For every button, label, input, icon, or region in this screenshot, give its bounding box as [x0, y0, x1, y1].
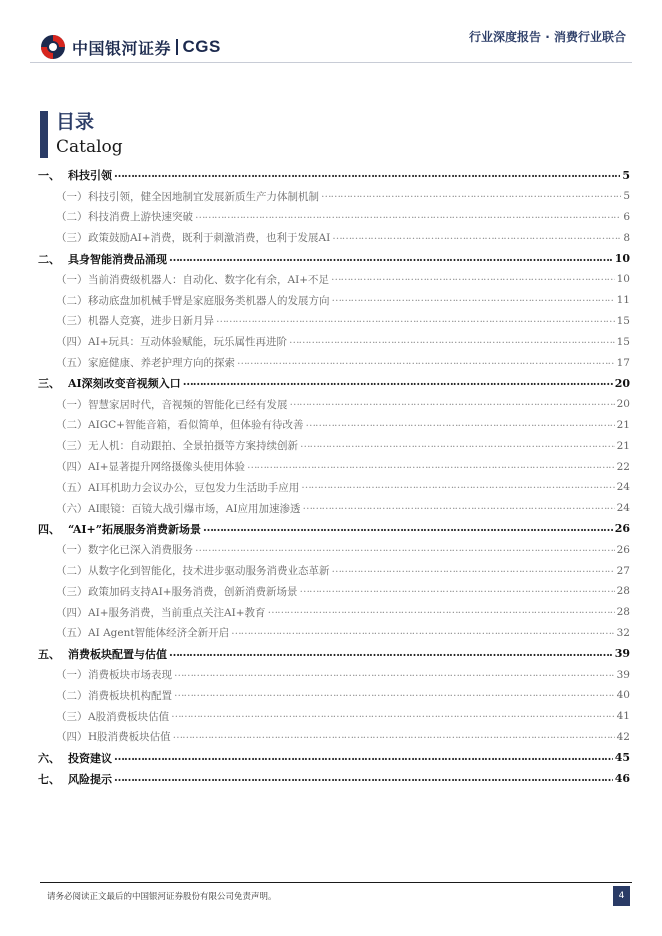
toc-section-entry[interactable] [38, 415, 630, 436]
toc-leader-dots [289, 336, 615, 348]
toc-section-entry[interactable] [38, 602, 630, 623]
toc-entry-number: 五、 [38, 647, 60, 661]
toc-section-entry[interactable] [38, 186, 630, 207]
toc-entry-number: （一） [56, 398, 88, 411]
header-separator: · [541, 30, 554, 44]
toc-entry-page: 8 [623, 231, 630, 244]
toc-entry-page: 21 [616, 439, 630, 452]
footer-disclaimer: 请务必阅读正文最后的中国银河证券股份有限公司免责声明。 [47, 892, 277, 902]
toc-entry-title: AI耳机助力会议办公，豆包发力生活助手应用 [88, 481, 300, 494]
toc-entry-page: 46 [614, 772, 630, 785]
toc-entry-page: 6 [623, 210, 630, 223]
toc-leader-dots [114, 773, 613, 785]
toc-chapter-entry[interactable] [38, 768, 630, 789]
toc-entry-number: （六） [56, 502, 88, 515]
toc-entry-title: 从数字化到智能化，技术进步驱动服务消费业态革新 [88, 565, 330, 578]
toc-entry-title: “AI+”拓展服务消费新场景 [68, 522, 202, 536]
toc-leader-dots [332, 232, 621, 244]
toc-leader-dots [216, 315, 615, 327]
toc-entry-title: 无人机：自动跟拍、全景拍摄等方案持续创新 [88, 440, 298, 453]
toc-entry-page: 22 [616, 460, 630, 473]
toc-entry-number: 六、 [38, 751, 60, 765]
toc-entry-number: （三） [56, 232, 88, 245]
toc-entry-page: 20 [616, 398, 630, 411]
toc-entry-page: 5 [622, 168, 630, 182]
toc-entry-title: 机器人竞赛，进步日新月异 [88, 315, 214, 328]
toc-leader-dots [169, 648, 613, 660]
toc-entry-number: （三） [56, 710, 88, 723]
toc-entry-number: （五） [56, 627, 88, 640]
toc-entry-title: AI+玩具：互动体验赋能，玩乐属性再进阶 [88, 336, 288, 349]
toc-entry-page: 10 [616, 273, 630, 286]
toc-entry-page: 32 [616, 626, 630, 639]
toc-entry-page: 42 [616, 730, 630, 743]
toc-section-entry[interactable] [38, 311, 630, 332]
toc-leader-dots [300, 585, 615, 597]
toc-entry-number: 一、 [38, 169, 60, 183]
toc-entry-title: 消费板块市场表现 [88, 669, 172, 682]
toc-entry-page: 17 [616, 356, 630, 369]
toc-section-entry[interactable] [38, 207, 630, 228]
toc-entry-number: （二） [56, 211, 88, 224]
toc-section-entry[interactable] [38, 560, 630, 581]
toc-entry-title: 政策鼓励AI+消费，既利于刺激消费，也利于发展AI [88, 232, 331, 245]
toc-entry-number: （四） [56, 606, 88, 619]
toc-chapter-entry[interactable] [38, 643, 630, 664]
toc-entry-page: 40 [616, 689, 630, 702]
toc-entry-number: （一） [56, 669, 88, 682]
toc-leader-dots [331, 273, 615, 285]
toc-section-entry[interactable] [38, 227, 630, 248]
toc-entry-page: 41 [616, 710, 630, 723]
toc-section-entry[interactable] [38, 623, 630, 644]
toc-leader-dots [290, 398, 615, 410]
toc-entry-page: 28 [616, 606, 630, 619]
report-category [469, 28, 626, 45]
toc-leader-dots [247, 461, 615, 473]
toc-entry-page: 11 [616, 294, 630, 307]
toc-section-entry[interactable] [38, 435, 630, 456]
toc-entry-number: （三） [56, 585, 88, 598]
toc-section-entry[interactable] [38, 456, 630, 477]
toc-entry-page: 24 [616, 481, 630, 494]
toc-entry-page: 15 [616, 335, 630, 348]
toc-entry-number: （四） [56, 731, 88, 744]
toc-leader-dots [169, 253, 613, 265]
toc-leader-dots [174, 669, 615, 681]
footer-divider [40, 882, 632, 883]
toc-section-entry[interactable] [38, 498, 630, 519]
toc-entry-number: （二） [56, 294, 88, 307]
toc-entry-page: 10 [614, 252, 630, 266]
toc-entry-title: 风险提示 [68, 772, 112, 786]
toc-entry-title: H股消费板块估值 [88, 731, 171, 744]
toc-section-entry[interactable] [38, 581, 630, 602]
toc-entry-title: 投资建议 [68, 751, 112, 765]
toc-entry-title: AI+服务消费，当前重点关注AI+教育 [88, 606, 266, 619]
toc-leader-dots [237, 357, 615, 369]
toc-leader-dots [114, 752, 613, 764]
report-type: 行业深度报告 [469, 30, 542, 44]
toc-leader-dots [114, 169, 620, 181]
toc-leader-dots [305, 419, 614, 431]
toc-leader-dots [300, 440, 615, 452]
toc-entry-title: 具身智能消费品涌现 [68, 252, 167, 266]
toc-leader-dots [332, 294, 615, 306]
toc-section-entry[interactable] [38, 664, 630, 685]
toc-entry-title: AI+显著提升网络摄像头使用体验 [88, 461, 246, 474]
toc-section-entry[interactable] [38, 352, 630, 373]
toc-entry-number: （一） [56, 190, 88, 203]
toc-entry-page: 5 [623, 190, 630, 203]
page-number: 4 [613, 886, 630, 906]
toc-entry-number: （一） [56, 273, 88, 286]
toc-entry-page: 21 [616, 418, 630, 431]
toc-entry-number: （二） [56, 565, 88, 578]
galaxy-logo-icon [40, 34, 66, 60]
toc-entry-title: 消费板块配置与估值 [68, 647, 167, 661]
toc-entry-title: 家庭健康、养老护理方向的探索 [88, 357, 235, 370]
header-divider [30, 62, 632, 63]
toc-entry-number: （四） [56, 461, 88, 474]
toc-entry-title: 科技消费上游快速突破 [88, 211, 193, 224]
toc-entry-title: 政策加码支持AI+服务消费，创新消费新场景 [88, 585, 298, 598]
toc-section-entry[interactable] [38, 539, 630, 560]
toc-chapter-entry[interactable] [38, 248, 630, 269]
toc-entry-number: （五） [56, 481, 88, 494]
toc-leader-dots [195, 544, 615, 556]
toc-entry-title: AI深刻改变音视频入口 [68, 377, 181, 391]
toc-entry-title: 科技引领 [68, 169, 112, 183]
toc-leader-dots [183, 377, 613, 389]
toc-section-entry[interactable] [38, 477, 630, 498]
toc-leader-dots [171, 710, 615, 722]
toc-entry-page: 26 [616, 543, 630, 556]
toc-entry-number: （二） [56, 689, 88, 702]
toc-entry-title: 智慧家居时代，音视频的智能化已经有发展 [88, 398, 288, 411]
toc-entry-number: 三、 [38, 377, 60, 391]
toc-entry-page: 15 [616, 314, 630, 327]
toc-leader-dots [195, 211, 621, 223]
toc-chapter-entry[interactable] [38, 165, 630, 186]
toc-leader-dots [321, 190, 621, 202]
toc-chapter-entry[interactable] [38, 747, 630, 768]
toc-leader-dots [301, 481, 614, 493]
toc-entry-number: 七、 [38, 772, 60, 786]
toc-leader-dots [268, 606, 615, 618]
toc-entry-title: 当前消费级机器人：自动化、数字化有余，AI+不足 [88, 273, 330, 286]
toc-section-entry[interactable] [38, 331, 630, 352]
toc-leader-dots [203, 523, 613, 535]
toc-section-entry[interactable] [38, 290, 630, 311]
table-of-contents [38, 165, 630, 789]
toc-section-entry[interactable] [38, 685, 630, 706]
toc-entry-page: 20 [614, 376, 630, 390]
toc-title-english: Catalog [56, 137, 123, 157]
toc-entry-title: 移动底盘加机械手臂是家庭服务类机器人的发展方向 [88, 294, 330, 307]
toc-entry-number: （二） [56, 419, 88, 432]
toc-entry-title: A股消费板块估值 [88, 710, 170, 723]
toc-entry-page: 27 [616, 564, 630, 577]
toc-entry-page: 39 [614, 647, 630, 661]
toc-entry-number: （五） [56, 357, 88, 370]
company-logo [40, 34, 221, 60]
toc-entry-title: AI眼镜：百镜大战引爆市场，AI应用加速渗透 [88, 502, 301, 515]
toc-entry-number: 四、 [38, 522, 60, 536]
toc-chapter-entry[interactable] [38, 519, 630, 540]
toc-entry-number: （一） [56, 544, 88, 557]
title-text-group [56, 111, 123, 158]
industry-name: 消费行业联合 [553, 30, 626, 44]
toc-entry-number: （三） [56, 440, 88, 453]
toc-entry-title: AI Agent智能体经济全新开启 [88, 627, 230, 640]
toc-entry-number: 二、 [38, 252, 60, 266]
toc-section-entry[interactable] [38, 727, 630, 748]
toc-section-entry[interactable] [38, 269, 630, 290]
toc-entry-page: 39 [616, 668, 630, 681]
toc-entry-page: 28 [616, 585, 630, 598]
logo-divider [176, 39, 178, 55]
logo-english-name: CGS [182, 37, 221, 56]
toc-entry-number: （四） [56, 336, 88, 349]
toc-entry-title: 消费板块机构配置 [88, 689, 172, 702]
toc-leader-dots [231, 627, 615, 639]
toc-chapter-entry[interactable] [38, 373, 630, 394]
toc-entry-title: 数字化已深入消费服务 [88, 544, 193, 557]
toc-leader-dots [332, 565, 615, 577]
toc-section-entry[interactable] [38, 706, 630, 727]
logo-chinese-name: 中国银河证券 [72, 38, 172, 58]
toc-entry-page: 24 [616, 502, 630, 515]
toc-section-entry[interactable] [38, 394, 630, 415]
toc-entry-title: AIGC+智能音箱，看似简单，但体验有待改善 [88, 419, 304, 432]
toc-entry-page: 26 [614, 522, 630, 536]
toc-entry-number: （三） [56, 315, 88, 328]
toc-leader-dots [174, 689, 615, 701]
toc-entry-page: 45 [614, 751, 630, 765]
page-header [0, 0, 662, 70]
toc-leader-dots [302, 502, 614, 514]
toc-title-chinese: 目录 [56, 111, 95, 133]
toc-title-block [40, 111, 123, 158]
toc-entry-title: 科技引领，健全因地制宜发展新质生产力体制机制 [88, 190, 319, 203]
toc-leader-dots [173, 731, 615, 743]
title-accent-bar [40, 111, 48, 158]
